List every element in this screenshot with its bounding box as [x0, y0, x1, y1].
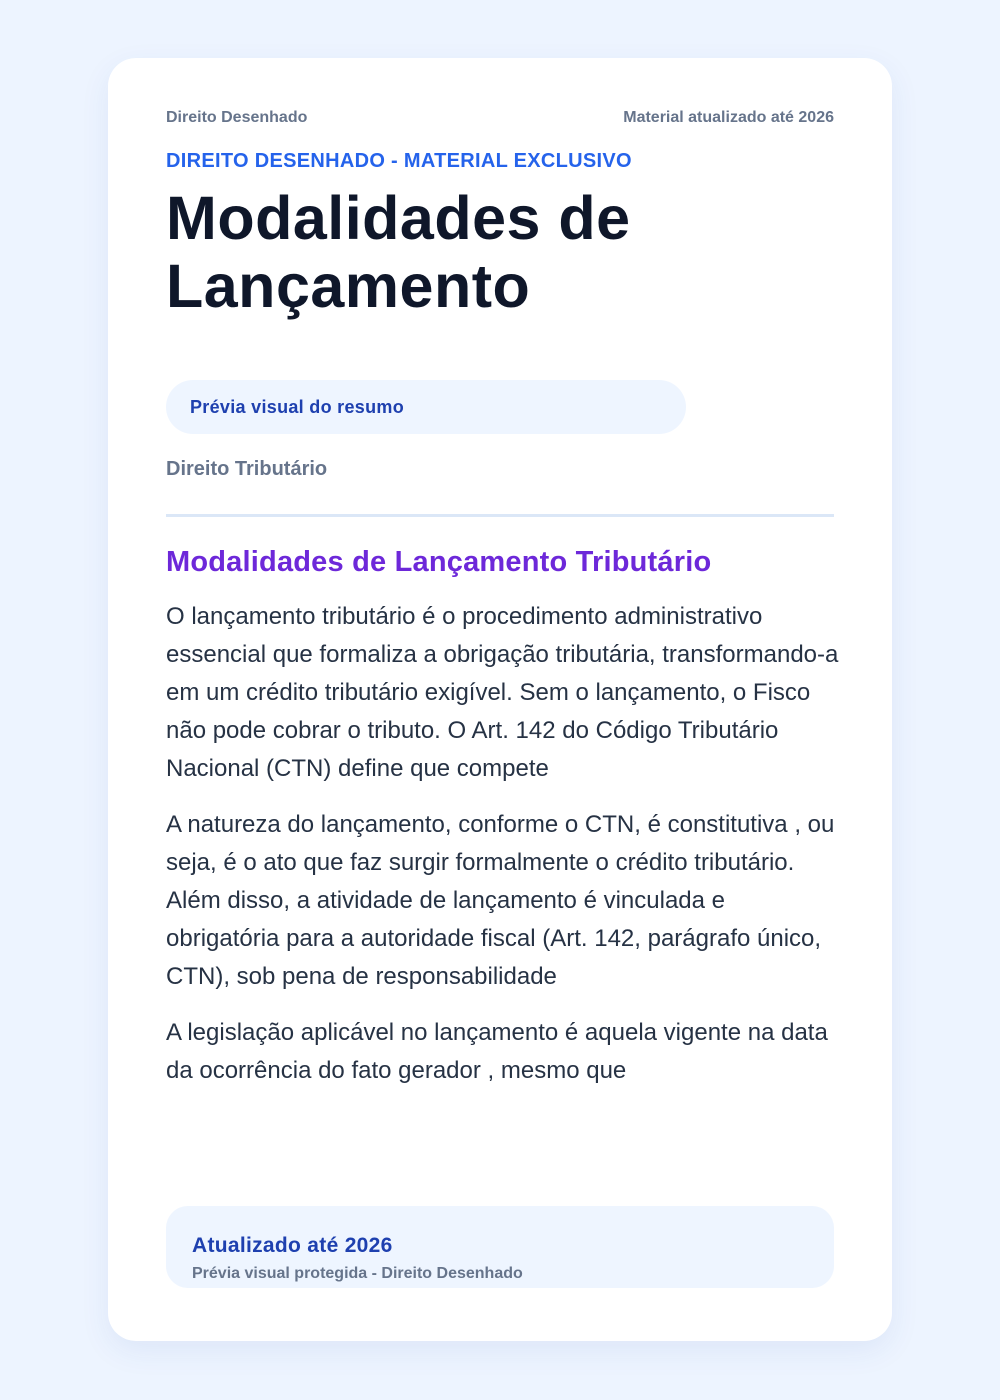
preview-badge-label: Prévia visual do resumo [190, 397, 404, 417]
preview-badge [166, 380, 686, 434]
document-content [166, 58, 839, 1341]
divider [166, 514, 834, 517]
section-title: Modalidades de Lançamento Tributário [166, 546, 712, 578]
top-bar [166, 109, 834, 129]
paragraph: O lançamento tributário é o procedimento administrativo essencial que formaliza a obrigação tributária, transformando-a em um crédito tributário exigível. Sem o lançamento, o Fisco não pode cobrar o tributo. O Art. 142 do Código Tributário Nacional (CTN) define que compete [166, 603, 839, 782]
brand-label: Direito Desenhado [166, 109, 308, 126]
eyebrow-label: DIREITO DESENHADO - MATERIAL EXCLUSIVO [166, 150, 632, 172]
footer-title: Atualizado até 2026 [192, 1234, 393, 1257]
paragraph: A natureza do lançamento, conforme o CTN, é constitutiva , ou seja, é o ato que faz surgir formalmente o crédito tributário. Além disso, a atividade de lançamento é vinculada e obrigatória para a autoridade fiscal (Art. 142, parágrafo único, CTN), sob pena de responsabilidade [166, 811, 835, 990]
document-card [108, 58, 892, 1341]
subject-label: Direito Tributário [166, 458, 328, 480]
paragraph: A legislação aplicável no lançamento é aquela vigente na data da ocorrência do fato gerador , mesmo que [166, 1019, 828, 1084]
page-title: Modalidades de Lançamento [166, 184, 631, 320]
updated-note: Material atualizado até 2026 [623, 109, 834, 126]
footer-box [166, 1206, 834, 1288]
footer-subtitle: Prévia visual protegida - Direito Desenhado [192, 1265, 523, 1282]
